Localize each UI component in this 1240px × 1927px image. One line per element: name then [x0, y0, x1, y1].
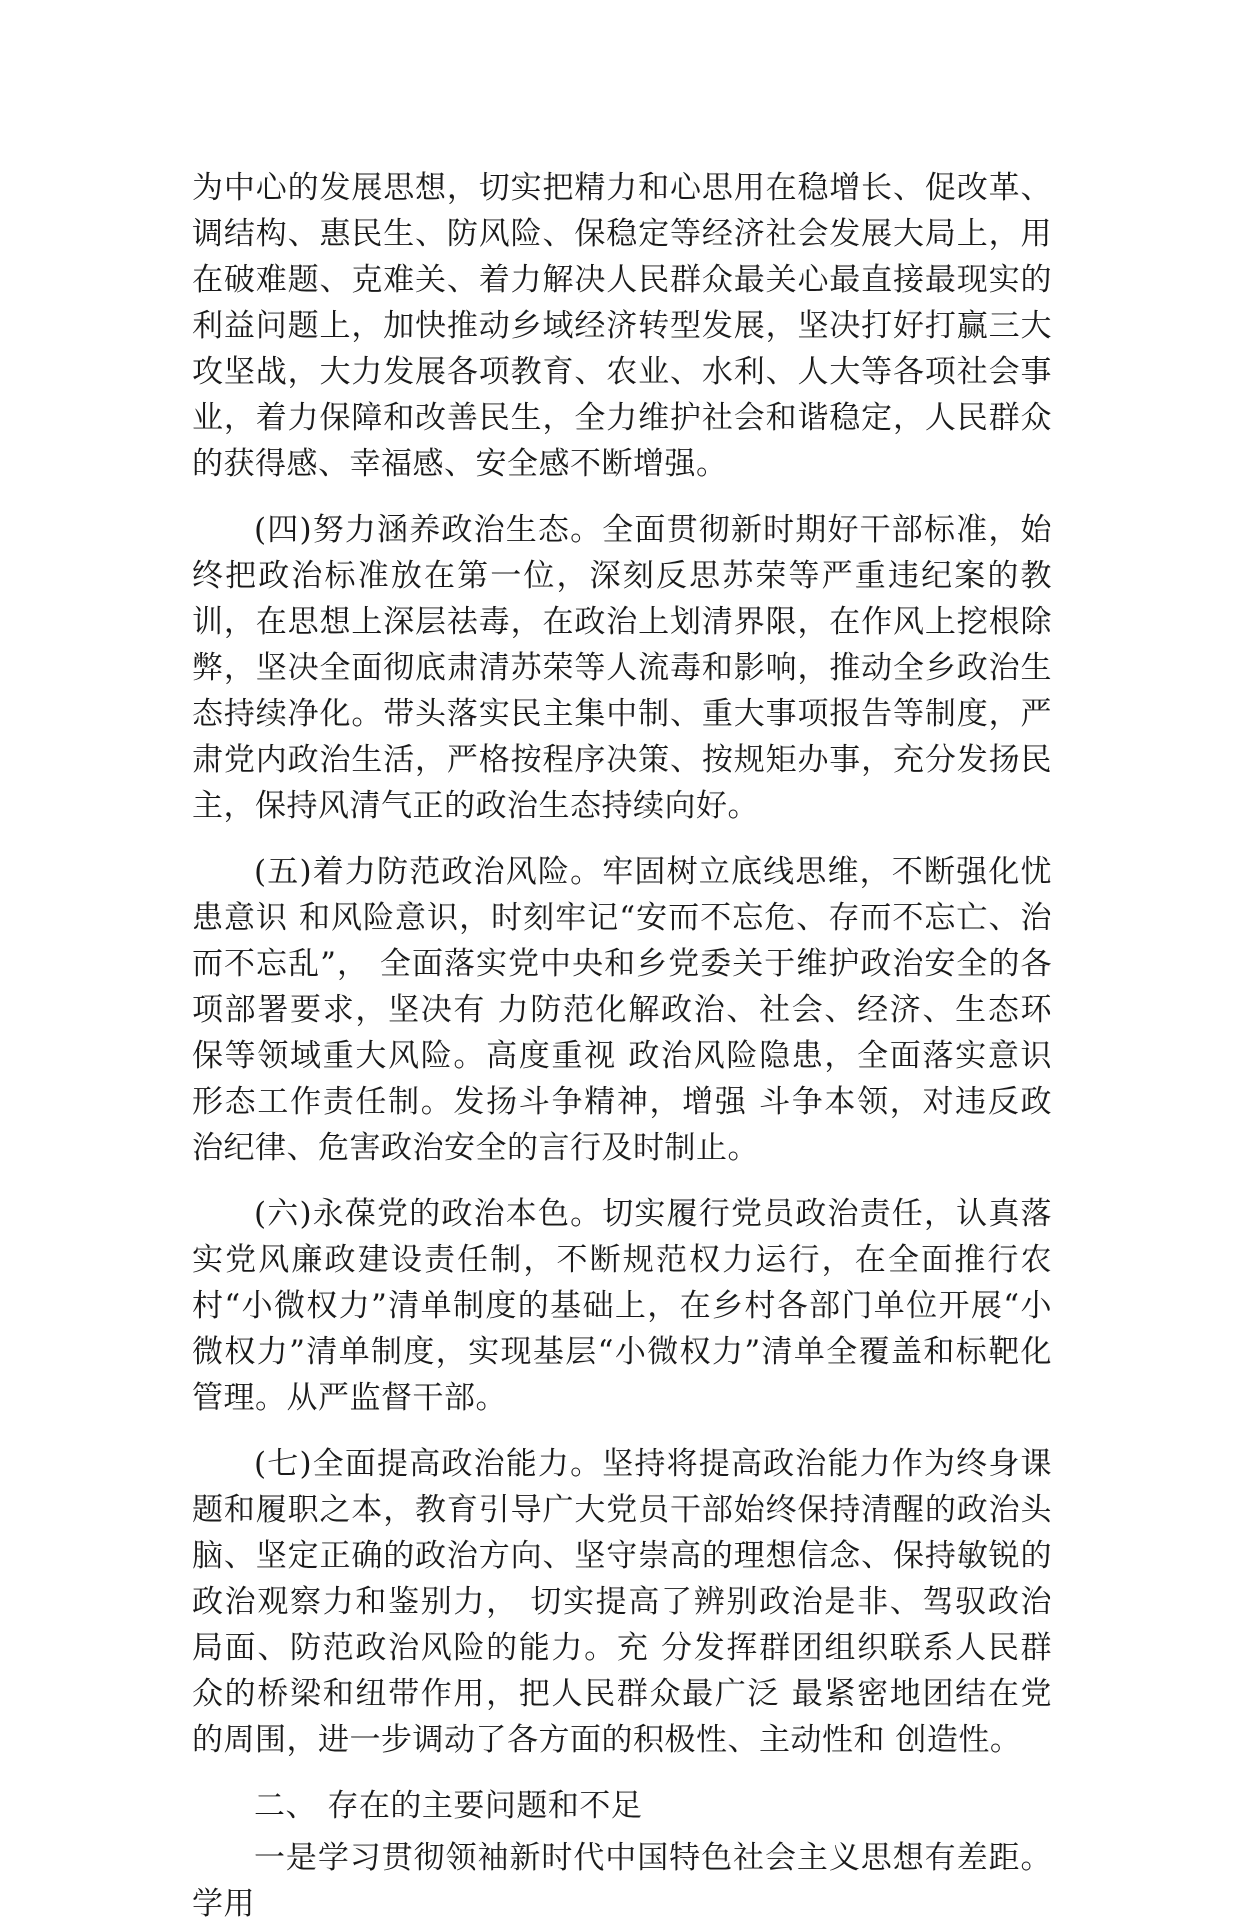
paragraph-continuation: 为中心的发展思想，切实把精力和心思用在稳增长、促改革、调结构、惠民生、防风险、保稳定等经济社会发展大局上，用在破难题、克难关、着力解决人民群众最关心最直接最现实的利益问题上，加快推动乡域经济转型发展，坚决打好打赢三大攻坚战，大力发展各项教育、农业、水利、人大等各项社会事业，着力保障和改善民生，全力维护社会和谐稳定，人民群众的获得感、幸福感、安全感不断增强。	[192, 170, 1052, 482]
paragraph-section-7: (七)全面提高政治能力。坚持将提高政治能力作为终身课题和履职之本，教育引导广大党员干部始终保持清醒的政治头脑、坚定正确的政治方向、坚守崇高的理想信念、保持敏锐的政治观察力和鉴别力， 切实提高了辨别政治是非、驾驭政治局面、防范政治风险的能力。充 分发挥群团组织联系人民群众的桥梁和纽带作用，把人民群众最广泛 最紧密地团结在党的周围，进一步调动了各方面的积极性、主动性和 创造性。	[192, 1446, 1052, 1758]
paragraph-section-6: (六)永葆党的政治本色。切实履行党员政治责任，认真落实党风廉政建设责任制，不断规范权力运行，在全面推行农村“小微权力”清单制度的基础上，在乡村各部门单位开展“小微权力”清单制度，实现基层“小微权力”清单全覆盖和标靶化管理。从严监督干部。	[192, 1196, 1052, 1416]
paragraph-problem-1: 一是学习贯彻领袖新时代中国特色社会主义思想有差距。学用	[192, 1840, 1052, 1922]
paragraph-section-4: (四)努力涵养政治生态。全面贯彻新时期好干部标准，始终把政治标准放在第一位，深刻反思苏荣等严重违纪案的教训，在思想上深层祛毒，在政治上划清界限，在作风上挖根除弊，坚决全面彻底肃清苏荣等人流毒和影响，推动全乡政治生态持续净化。带头落实民主集中制、重大事项报告等制度，严肃党内政治生活，严格按程序决策、按规矩办事，充分发扬民主，保持风清气正的政治生态持续向好。	[192, 512, 1052, 824]
section-heading-problems: 二、 存在的主要问题和不足	[254, 1788, 643, 1824]
paragraph-section-5: (五)着力防范政治风险。牢固树立底线思维，不断强化忧患意识 和风险意识，时刻牢记“安而不忘危、存而不忘亡、治而不忘乱”， 全面落实党中央和乡党委关于维护政治安全的各项部署要求，坚决有 力防范化解政治、社会、经济、生态环保等领域重大风险。高度重视 政治风险隐患，全面落实意识形态工作责任制。发扬斗争精神，增强 斗争本领，对违反政治纪律、危害政治安全的言行及时制止。	[192, 854, 1052, 1166]
document-body	[192, 165, 1052, 1927]
